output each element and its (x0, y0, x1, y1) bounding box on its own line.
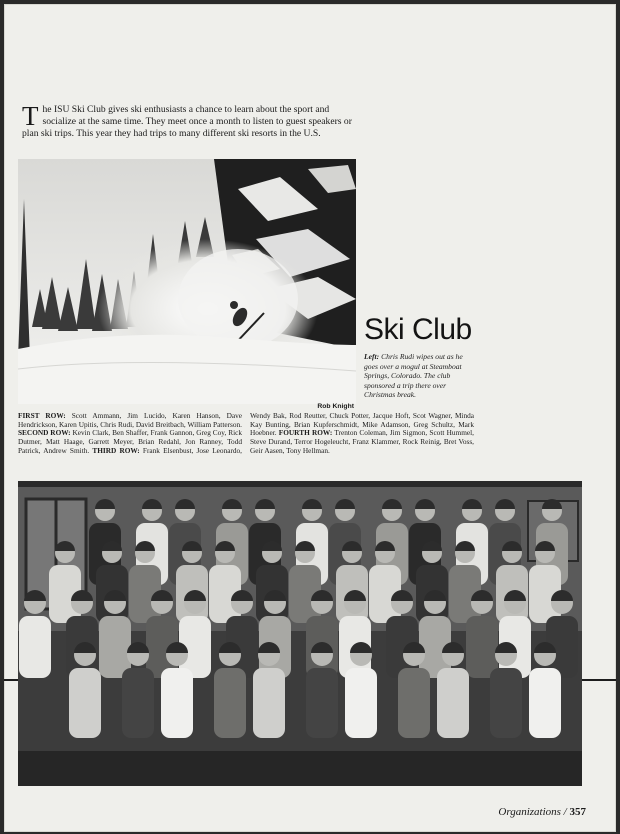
club-member-figure (466, 616, 498, 678)
intro-paragraph (22, 101, 362, 140)
member-roster (18, 412, 474, 456)
club-member-figure (529, 668, 561, 738)
group-photo (18, 481, 582, 786)
club-member-figure (99, 616, 131, 678)
row-names: Frank Elsenbust, Jose Leonardo, Wendy Bak, Rod Reutter, Chuck Potter, Jacque Hoft, Scot Wagner, Minda Kay Bunting, Brian Kupferschmidt, Mike Adamson, Greg Schultz, Mark Hoebner. (139, 411, 474, 455)
club-member-figure (122, 668, 154, 738)
club-member-figure (437, 668, 469, 738)
club-member-figure (19, 616, 51, 678)
row-label: FIRST ROW: (18, 411, 66, 420)
row-names: Trenton Coleman, Jim Sigmon, Scott Hummel, Steve Durand, Terror Hogeleucht, Franz Klammer, Rock Reinig, Bret Voss, Geir Aasen, Tony Hellman. (250, 428, 474, 455)
row-names: Kevin Clark, Ben Shaffer, Frank Gannon, Greg Coy, Rick Dutmer, Matt Haage, Garrett Meyer, Brian Redahl, Jon Ranney, Todd Patrick, Andrew Smith. (18, 428, 242, 455)
row-label: FOURTH ROW: (278, 428, 333, 438)
club-member-figure (345, 668, 377, 738)
page-number: 357 (569, 806, 586, 818)
page-title: Ski Club (364, 313, 472, 346)
club-member-figure (253, 668, 285, 738)
drop-cap: T (22, 101, 39, 131)
margin-rule-left (4, 679, 18, 681)
margin-rule-right (582, 679, 616, 681)
club-member-figure (490, 668, 522, 738)
page-folio (498, 806, 586, 818)
group-photo-illustration (18, 481, 582, 786)
photo-caption (364, 352, 476, 400)
row-names: Scott Ammann, Jim Lucido, Karen Hanson, Dave Hendrickson, Karen Upitis, Chris Rudi, David Breitbach, William Patterson. (18, 411, 242, 429)
row-label: THIRD ROW: (92, 445, 140, 455)
photo-credit: Rob Knight (317, 403, 354, 410)
club-member-figure (161, 668, 193, 738)
yearbook-page (4, 4, 616, 832)
club-member-figure (398, 668, 430, 738)
ski-photo-illustration (18, 159, 356, 404)
caption-text: Chris Rudi wipes out as he goes over a mogul at Steamboat Springs, Colorado. The club sponsored a trip there over Christmas break. (364, 352, 463, 400)
bleed-through-text (34, 56, 594, 93)
club-member-figure (306, 668, 338, 738)
caption-lead: Left: (364, 352, 380, 361)
intro-text: he ISU Ski Club gives ski enthusiasts a chance to learn about the sport and socialize at the same time. They meet once a month to listen to guest speakers or plan ski trips. This year they had trips to many different ski resorts in the U.S. (22, 104, 352, 139)
folio-section: Organizations / (498, 806, 567, 818)
club-member-figure (69, 668, 101, 738)
club-member-figure (214, 668, 246, 738)
row-label: SECOND ROW: (18, 428, 71, 438)
ski-action-photo (18, 159, 356, 404)
